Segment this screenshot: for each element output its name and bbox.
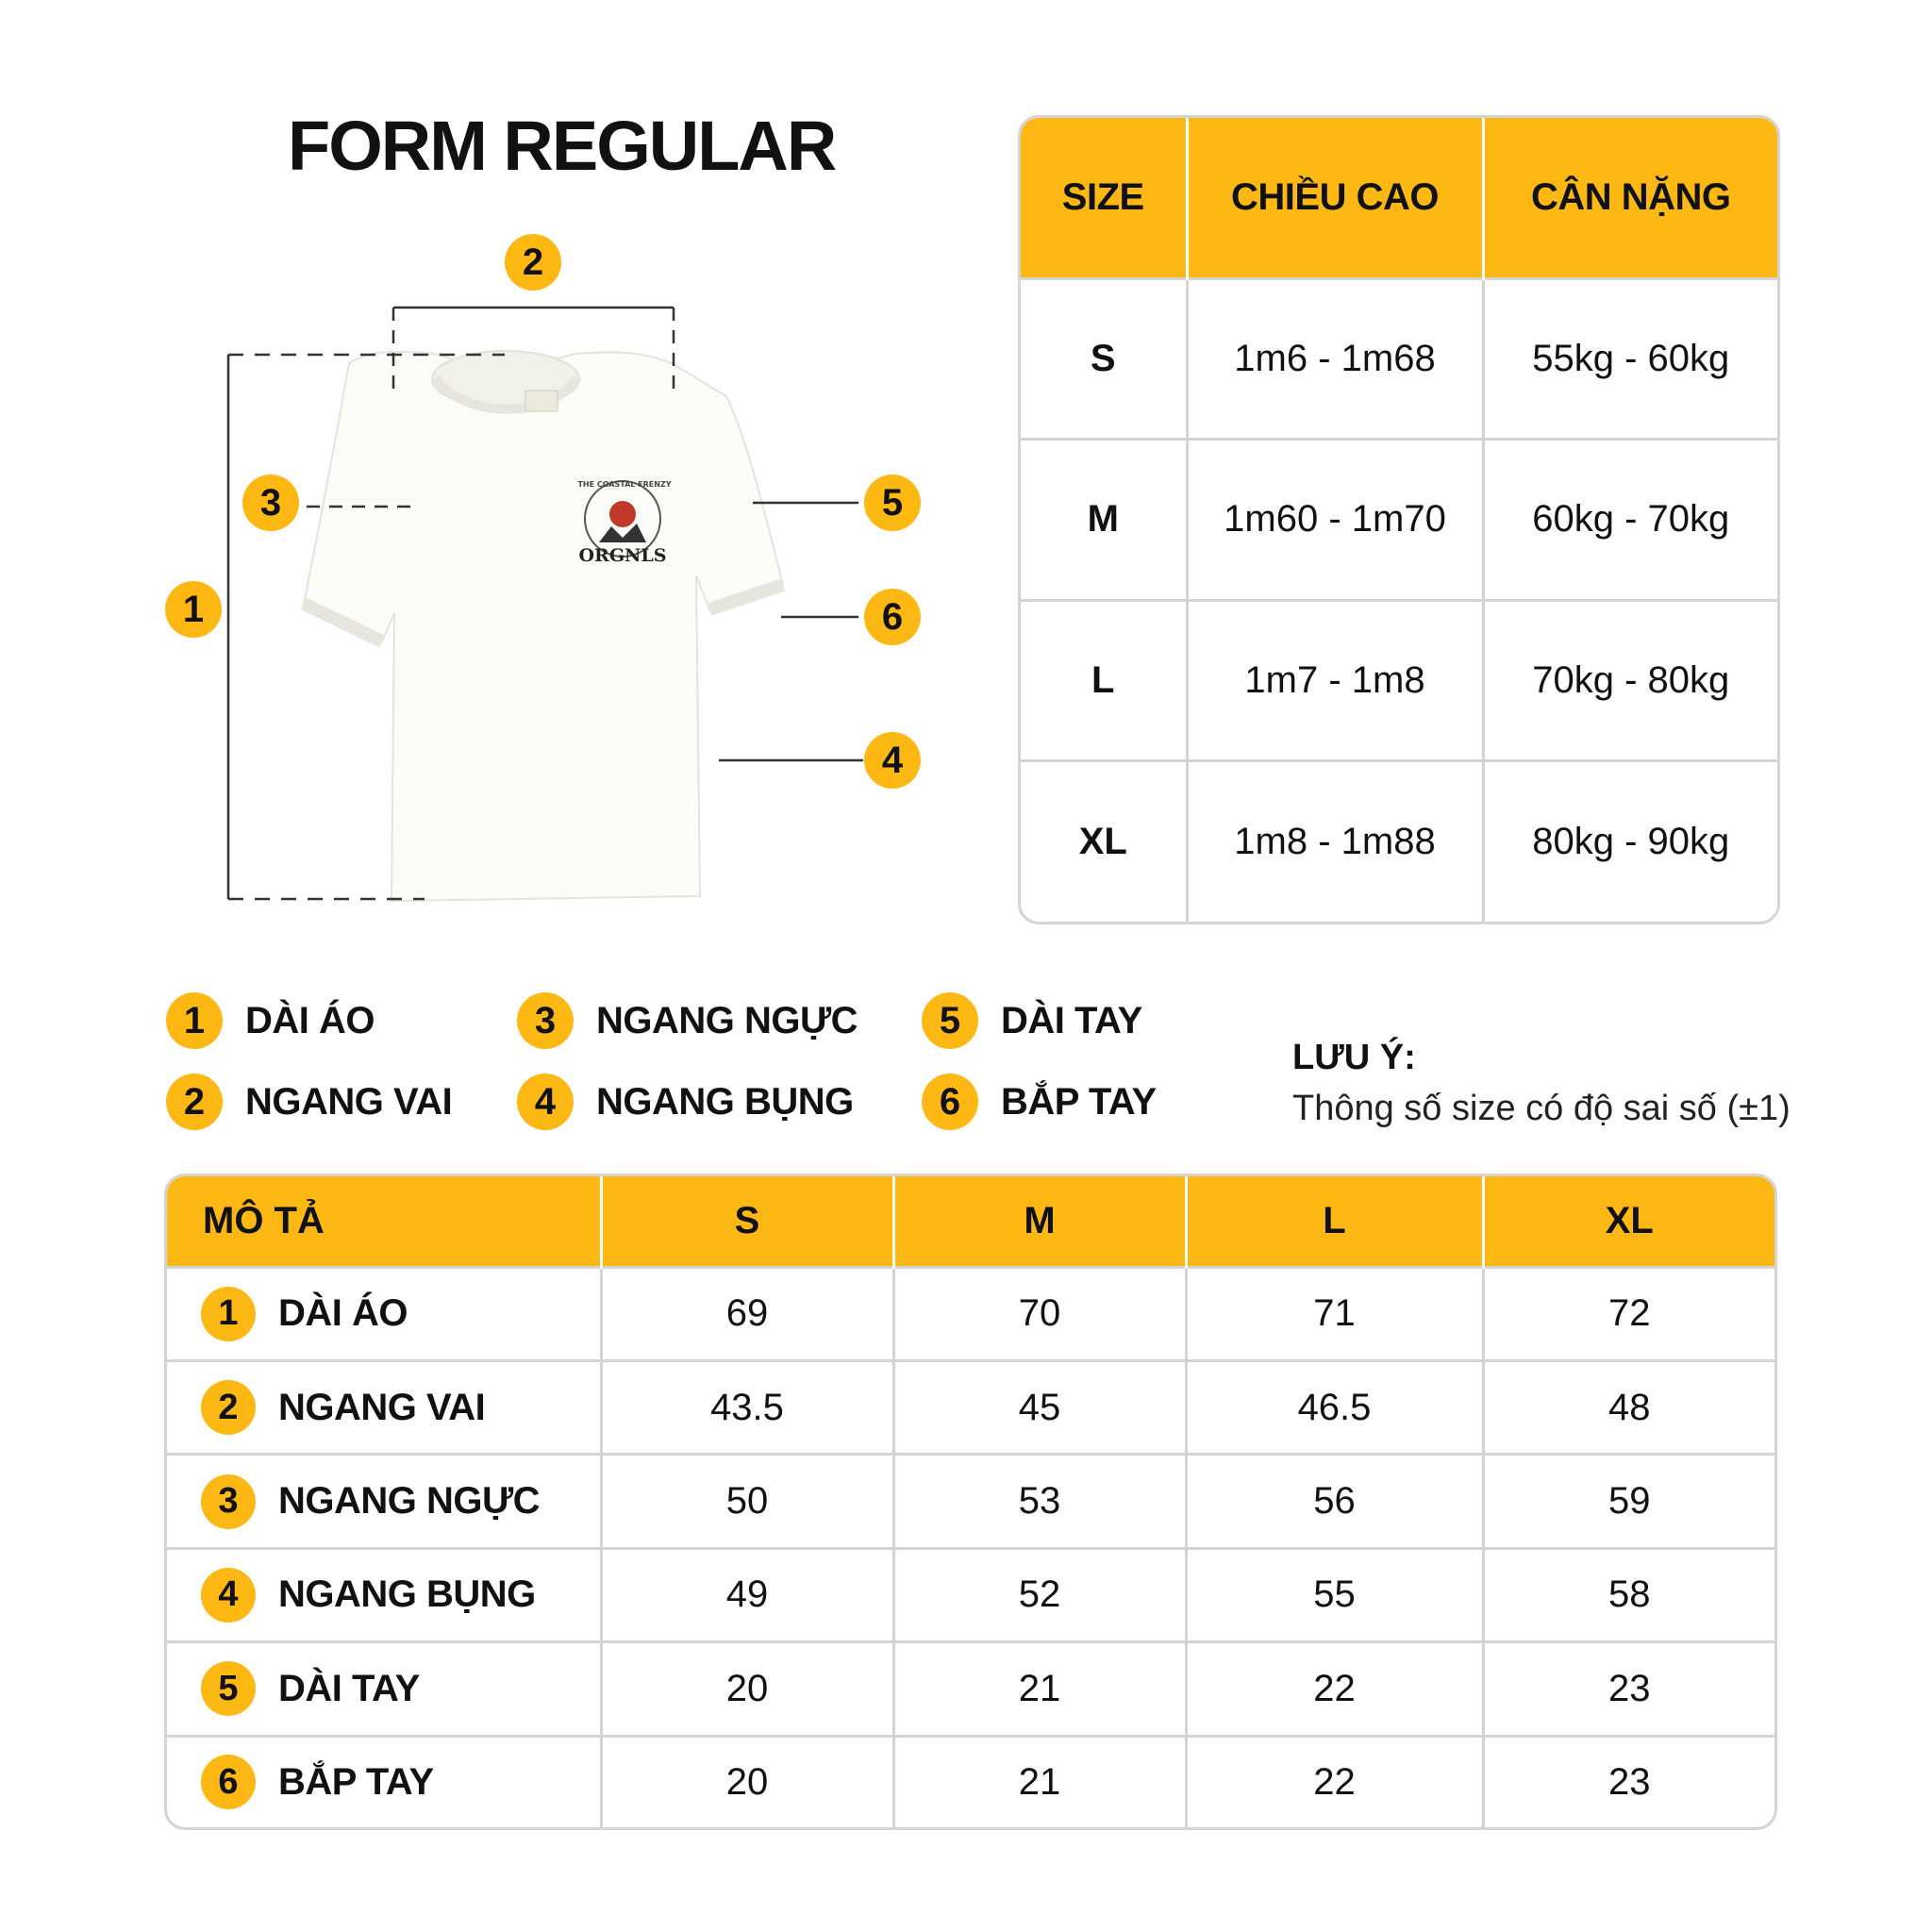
size-cell: L [1021, 600, 1187, 761]
marker-5: 5 [864, 474, 921, 531]
height-cell: 1m6 - 1m68 [1187, 278, 1483, 440]
legend-label: DÀI ÁO [245, 999, 375, 1041]
table-row [1021, 600, 1777, 761]
value-cell: 55 [1186, 1548, 1483, 1641]
legend-item-shoulder [166, 1074, 452, 1130]
row-label: DÀI ÁO [278, 1292, 408, 1335]
header-l: L [1186, 1176, 1483, 1267]
row-label: DÀI TAY [278, 1667, 420, 1709]
header-m: M [893, 1176, 1186, 1267]
legend-item-chest [517, 992, 858, 1049]
value-cell: 69 [601, 1267, 893, 1360]
row-label-cell [167, 1548, 601, 1641]
spec-table [164, 1174, 1777, 1830]
value-cell: 48 [1483, 1360, 1774, 1454]
row-badge: 1 [201, 1287, 256, 1341]
legend-item-sleeve [922, 992, 1142, 1049]
size-cell: S [1021, 278, 1187, 440]
value-cell: 50 [601, 1455, 893, 1548]
height-cell: 1m7 - 1m8 [1187, 600, 1483, 761]
table-row [167, 1360, 1774, 1454]
value-cell: 21 [893, 1736, 1186, 1827]
value-cell: 20 [601, 1736, 893, 1827]
marker-2: 2 [505, 234, 561, 291]
marker-4: 4 [864, 732, 921, 789]
legend-label: BẮP TAY [1001, 1080, 1157, 1123]
size-cell: M [1021, 440, 1187, 601]
value-cell: 52 [893, 1548, 1186, 1641]
print-text: ORGNLS [578, 545, 667, 566]
height-cell: 1m60 - 1m70 [1187, 440, 1483, 601]
legend-item-biceps [922, 1074, 1157, 1130]
row-label: NGANG NGỰC [278, 1480, 541, 1523]
shirt-diagram [0, 0, 943, 943]
row-label: NGANG VAI [278, 1386, 486, 1428]
row-label: BẮP TAY [278, 1760, 434, 1803]
marker-1: 1 [165, 581, 222, 638]
row-label-cell [167, 1360, 601, 1454]
value-cell: 59 [1483, 1455, 1774, 1548]
legend-badge: 3 [517, 992, 574, 1049]
legend-item-length [166, 992, 375, 1049]
table-row [167, 1455, 1774, 1548]
legend-label: NGANG BỤNG [596, 1080, 854, 1123]
row-label-cell [167, 1267, 601, 1360]
legend-badge: 2 [166, 1074, 223, 1130]
weight-cell: 80kg - 90kg [1483, 761, 1777, 923]
legend-label: DÀI TAY [1001, 999, 1142, 1041]
header-description: MÔ TẢ [167, 1176, 601, 1267]
value-cell: 46.5 [1186, 1360, 1483, 1454]
value-cell: 56 [1186, 1455, 1483, 1548]
page-title: FORM REGULAR [288, 107, 836, 185]
shirt-illustration [0, 0, 943, 943]
size-cell: XL [1021, 761, 1187, 923]
legend-badge: 4 [517, 1074, 574, 1130]
size-table [1018, 115, 1780, 924]
legend-label: NGANG VAI [245, 1080, 453, 1123]
value-cell: 23 [1483, 1736, 1774, 1827]
print-arc-text: THE COASTAL FRENZY [577, 480, 672, 489]
row-badge: 6 [201, 1755, 256, 1809]
legend-badge: 5 [922, 992, 978, 1049]
header-size: SIZE [1021, 118, 1187, 278]
note-title: LƯU Ý: [1292, 1038, 1416, 1077]
weight-cell: 70kg - 80kg [1483, 600, 1777, 761]
value-cell: 72 [1483, 1267, 1774, 1360]
legend-item-waist [517, 1074, 854, 1130]
row-label: NGANG BỤNG [278, 1573, 536, 1616]
value-cell: 23 [1483, 1642, 1774, 1736]
value-cell: 20 [601, 1642, 893, 1736]
note-text: Thông số size có độ sai số (±1) [1292, 1089, 1790, 1128]
marker-3: 3 [242, 474, 299, 531]
row-badge: 4 [201, 1568, 256, 1623]
spec-table-header [167, 1176, 1774, 1267]
value-cell: 21 [893, 1642, 1186, 1736]
value-cell: 22 [1186, 1642, 1483, 1736]
row-label-cell [167, 1455, 601, 1548]
legend-badge: 1 [166, 992, 223, 1049]
tshirt-shape [304, 352, 783, 901]
table-row [1021, 278, 1777, 440]
table-row [167, 1736, 1774, 1827]
table-row [167, 1548, 1774, 1641]
table-row [1021, 440, 1777, 601]
weight-cell: 55kg - 60kg [1483, 278, 1777, 440]
marker-6: 6 [864, 589, 921, 645]
value-cell: 43.5 [601, 1360, 893, 1454]
header-xl: XL [1483, 1176, 1774, 1267]
value-cell: 58 [1483, 1548, 1774, 1641]
header-weight: CÂN NẶNG [1483, 118, 1777, 278]
row-badge: 3 [201, 1474, 256, 1529]
header-s: S [601, 1176, 893, 1267]
value-cell: 71 [1186, 1267, 1483, 1360]
row-label-cell [167, 1642, 601, 1736]
value-cell: 53 [893, 1455, 1186, 1548]
row-label-cell [167, 1736, 601, 1827]
size-table-header [1021, 118, 1777, 278]
legend-badge: 6 [922, 1074, 978, 1130]
value-cell: 70 [893, 1267, 1186, 1360]
height-cell: 1m8 - 1m88 [1187, 761, 1483, 923]
legend-label: NGANG NGỰC [596, 999, 858, 1041]
value-cell: 49 [601, 1548, 893, 1641]
table-row [1021, 761, 1777, 923]
row-badge: 2 [201, 1380, 256, 1435]
table-row [167, 1267, 1774, 1360]
value-cell: 45 [893, 1360, 1186, 1454]
header-height: CHIỀU CAO [1187, 118, 1483, 278]
row-badge: 5 [201, 1661, 256, 1716]
value-cell: 22 [1186, 1736, 1483, 1827]
weight-cell: 60kg - 70kg [1483, 440, 1777, 601]
table-row [167, 1642, 1774, 1736]
